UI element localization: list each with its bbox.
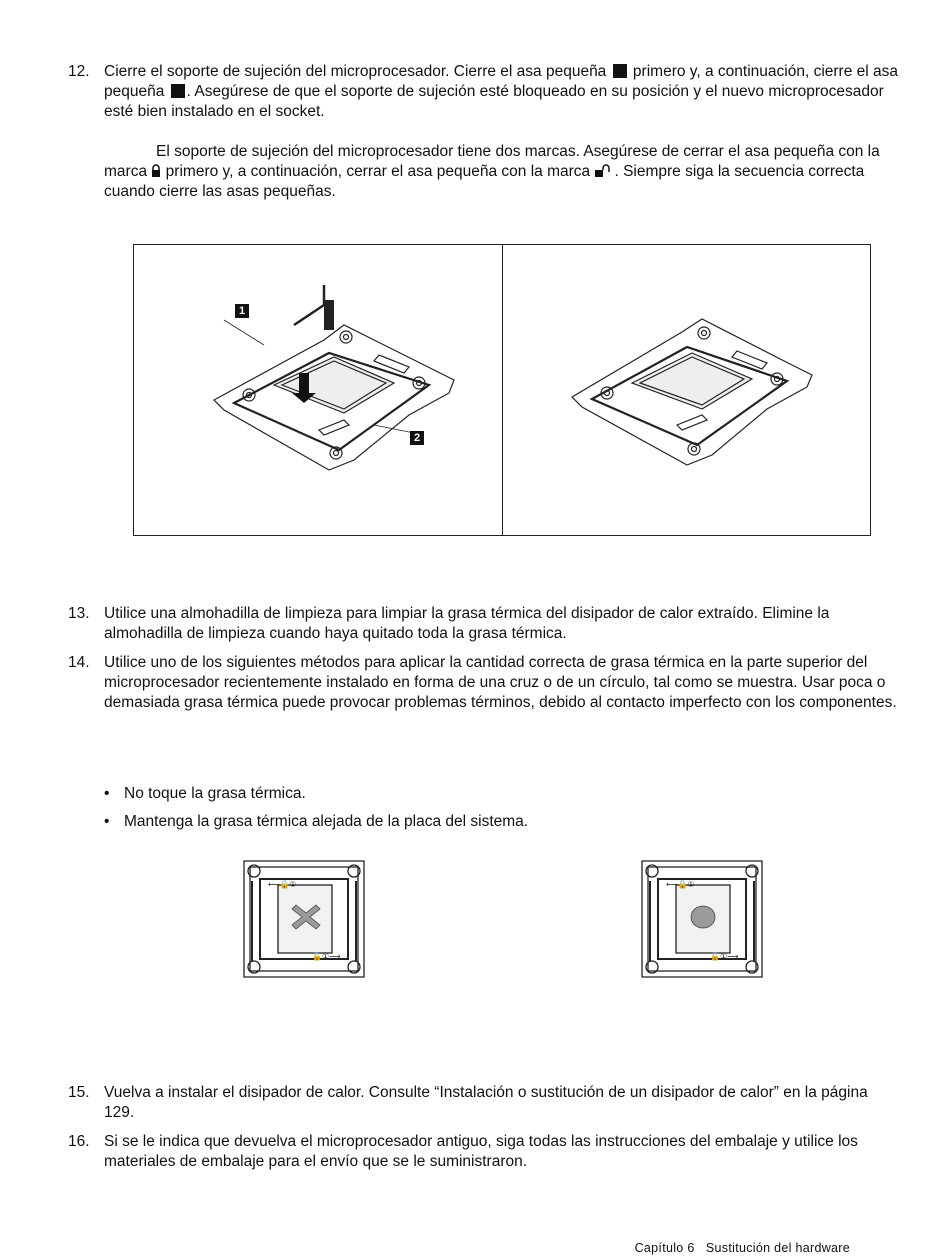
note-paragraph: El soporte de sujeción del microprocesador tiene dos marcas. Asegúrese de cerrar el asa pequeña con la marca primero y, a continuación, cerrar el asa pequeña con la marca . Siempre siga la secuencia correcta cuando cierre las asas pequeñas. — [104, 143, 880, 200]
step-number: 15. — [68, 1084, 90, 1101]
footer-chapter: Capítulo 6 — [634, 1241, 695, 1255]
step-text: Vuelva a instalar el disipador de calor. Consulte “Instalación o sustitución de un disipador de calor” en la página 129. — [104, 1084, 868, 1121]
step-text: Utilice uno de los siguientes métodos para aplicar la cantidad correcta de grasa térmica en la parte superior del microprocesador recientemente instalado en forma de una cruz o de un círculo, tal como se muestra. Usar poca o demasiada grasa térmica puede provocar problemas términos, debido al contacto imperfecto con los componentes. — [104, 654, 897, 711]
socket-closed-illustration — [562, 307, 822, 477]
grease-cross-illustration — [238, 855, 370, 983]
grease-circle-illustration — [636, 855, 768, 983]
callout-1: 1 — [235, 304, 249, 318]
step-number: 14. — [68, 654, 90, 671]
figure-divider — [502, 245, 503, 535]
step-text: Cierre el soporte de sujeción del microprocesador. Cierre el asa pequeña primero y, a continuación, cierre el asa pequeña . Asegúrese de que el soporte de sujeción esté bloqueado en su posición y el nuevo microprocesador esté bien instalado en el socket. — [104, 63, 898, 120]
socket-illustration-figure — [133, 244, 871, 536]
unlock-icon — [594, 164, 614, 178]
step-16 — [68, 1132, 898, 1172]
svg-text:🔓①⟶: 🔓①⟶ — [312, 952, 341, 961]
step-number: 16. — [68, 1133, 90, 1150]
step-text: Utilice una almohadilla de limpieza para limpiar la grasa térmica del disipador de calor extraído. Elimine la almohadilla de limpieza cuando haya quitado toda la grasa térmica. — [104, 605, 830, 642]
handle-2-marker-icon — [171, 84, 185, 98]
footer-title: Sustitución del hardware — [705, 1241, 850, 1255]
callout-2: 2 — [410, 431, 424, 445]
step-13 — [68, 604, 898, 644]
page-footer — [635, 1238, 850, 1258]
step-text: Si se le indica que devuelva el microprocesador antiguo, siga todas las instrucciones del embalaje y utilice los materiales de embalaje para el envío que se le suministraron. — [104, 1133, 858, 1170]
bullet-item: • No toque la grasa térmica. — [104, 785, 306, 802]
step-15 — [68, 1083, 898, 1123]
lock-icon — [151, 164, 161, 178]
handle-1-marker-icon — [613, 64, 627, 78]
step-12 — [68, 62, 898, 122]
svg-text:⟵🔒①: ⟵🔒① — [666, 880, 695, 889]
step-number: 13. — [68, 605, 90, 622]
step-number: 12. — [68, 63, 90, 80]
bullet-item: • Mantenga la grasa térmica alejada de la placa del sistema. — [104, 813, 529, 830]
step-14 — [68, 653, 898, 713]
svg-text:🔓①⟶: 🔓①⟶ — [710, 952, 739, 961]
svg-text:⟵🔒①: ⟵🔒① — [268, 880, 297, 889]
